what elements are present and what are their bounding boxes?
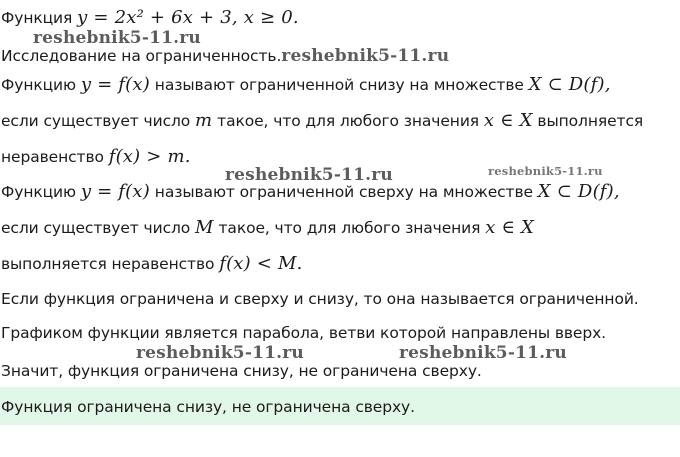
text-fragment: Если функция ограничена и сверху и снизу, то она называется ограниченной. [1, 290, 639, 308]
text-fragment: Значит, функция ограничена снизу, не ограничена сверху. [1, 362, 482, 380]
text-fragment: если существует число [1, 112, 196, 130]
math-fragment: x ∈ X [485, 217, 534, 238]
definition-upper-line-3 [1, 253, 303, 275]
definition-lower-line-1 [1, 74, 611, 96]
watermark: reshebnik5-11.ru [488, 164, 603, 178]
bounded-definition [1, 288, 639, 310]
definition-upper-line-2 [1, 217, 534, 239]
math-fragment: y = f(x) [80, 181, 150, 202]
text-fragment: Функцию [1, 76, 81, 94]
conclusion [1, 360, 482, 382]
graph-description [1, 322, 606, 344]
text-fragment: такое, что для любого значения [213, 219, 486, 237]
answer-box [0, 387, 680, 425]
text-fragment: выполняется [532, 112, 644, 130]
section-heading-text: Исследование на ограниченность. [1, 47, 282, 65]
math-fragment: x ∈ X [483, 110, 533, 131]
math-fragment: X ⊂ D(f), [528, 74, 611, 95]
watermark: reshebnik5-11.ru [399, 343, 567, 363]
function-label: Функция [1, 9, 78, 27]
definition-lower-line-2 [1, 110, 643, 132]
text-fragment: неравенство [1, 148, 109, 166]
math-fragment: M [195, 217, 214, 238]
text-fragment: такое, что для любого значения [212, 112, 484, 130]
watermark: reshebnik5-11.ru [281, 46, 450, 66]
watermark: reshebnik5-11.ru [33, 28, 201, 48]
text-fragment: называют ограниченной снизу на множестве [149, 76, 529, 94]
text-fragment: выполняется неравенство [1, 255, 220, 273]
definition-upper-line-1 [1, 181, 620, 203]
text-fragment: если существует число [1, 219, 196, 237]
math-fragment: y = f(x) [80, 74, 150, 95]
answer-text: Функция ограничена снизу, не ограничена сверху. [1, 398, 415, 416]
section-heading [1, 45, 449, 67]
math-fragment: f(x) > m. [108, 146, 191, 167]
watermark: reshebnik5-11.ru [225, 165, 393, 185]
definition-lower-line-3 [1, 146, 191, 168]
math-fragment: m [195, 110, 213, 131]
text-fragment: Графиком функции является парабола, ветви которой направлены вверх. [1, 324, 606, 342]
math-fragment: f(x) < M. [219, 253, 303, 274]
text-fragment: Функцию [1, 183, 81, 201]
function-formula: y = 2x² + 6x + 3, x ≥ 0. [77, 7, 299, 28]
math-fragment: X ⊂ D(f), [537, 181, 620, 202]
text-fragment: называют ограниченной сверху на множестве [149, 183, 538, 201]
watermark: reshebnik5-11.ru [136, 343, 304, 363]
function-statement [1, 7, 299, 29]
